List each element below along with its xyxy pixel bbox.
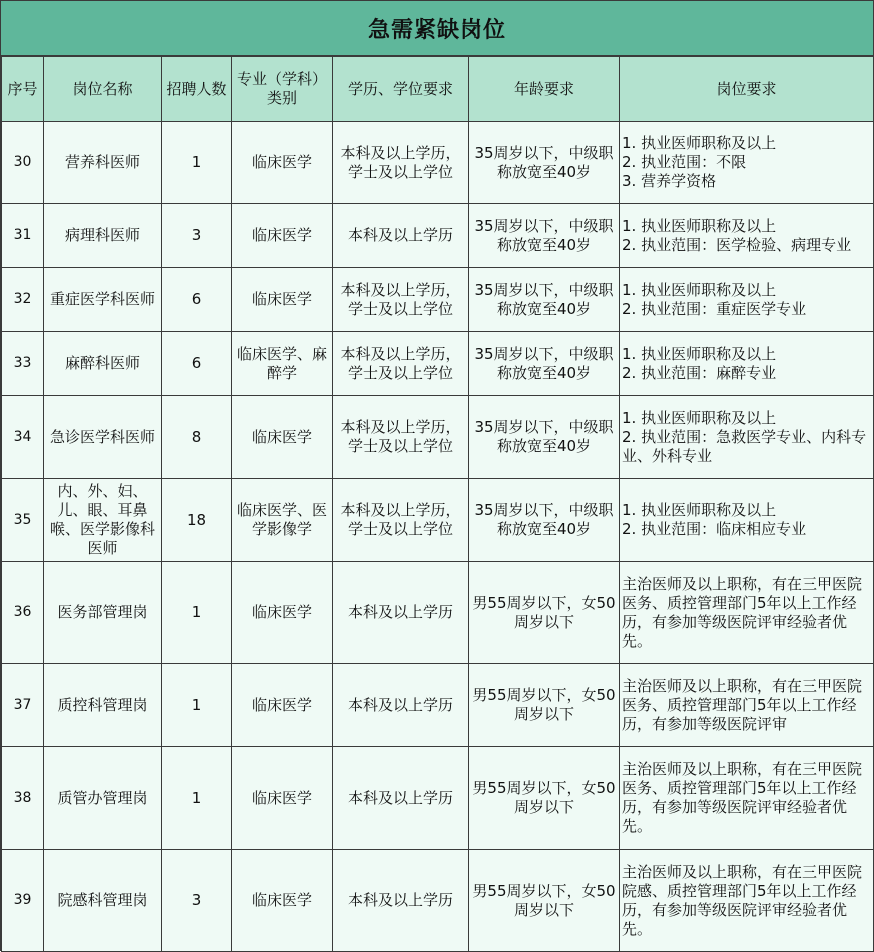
cell-education: 本科及以上学历 xyxy=(333,664,469,747)
positions-table xyxy=(1,56,874,952)
requirement-line: 1. 执业医师职称及以上 xyxy=(622,134,777,152)
cell-age: 35周岁以下，中级职称放宽至40岁 xyxy=(469,332,620,396)
cell-position: 急诊医学科医师 xyxy=(44,396,162,479)
cell-requirements xyxy=(620,479,874,562)
cell-education: 本科及以上学历，学士及以上学位 xyxy=(333,479,469,562)
cell-seq: 32 xyxy=(2,268,44,332)
cell-age: 男55周岁以下，女50周岁以下 xyxy=(469,562,620,664)
cell-seq: 30 xyxy=(2,122,44,204)
cell-major: 临床医学 xyxy=(232,664,333,747)
cell-position: 医务部管理岗 xyxy=(44,562,162,664)
cell-education: 本科及以上学历 xyxy=(333,747,469,850)
cell-major: 临床医学 xyxy=(232,204,333,268)
cell-requirements xyxy=(620,562,874,664)
requirement-line: 2. 执业范围：不限 xyxy=(622,153,747,171)
header-requirements: 岗位要求 xyxy=(620,57,874,122)
requirement-line: 3. 营养学资格 xyxy=(622,172,717,190)
cell-position: 病理科医师 xyxy=(44,204,162,268)
header-seq: 序号 xyxy=(2,57,44,122)
cell-age: 男55周岁以下，女50周岁以下 xyxy=(469,664,620,747)
cell-seq: 37 xyxy=(2,664,44,747)
table-row xyxy=(2,268,874,332)
table-row xyxy=(2,479,874,562)
header-position: 岗位名称 xyxy=(44,57,162,122)
cell-count: 18 xyxy=(162,479,232,562)
header-count: 招聘人数 xyxy=(162,57,232,122)
cell-age: 男55周岁以下，女50周岁以下 xyxy=(469,747,620,850)
cell-count: 1 xyxy=(162,562,232,664)
header-major: 专业（学科）类别 xyxy=(232,57,333,122)
requirement-line: 1. 执业医师职称及以上 xyxy=(622,408,777,427)
table-row xyxy=(2,122,874,204)
table-row xyxy=(2,747,874,850)
cell-count: 6 xyxy=(162,332,232,396)
cell-count: 6 xyxy=(162,268,232,332)
requirement-line: 主治医师及以上职称，有在三甲医院医务、质控管理部门5年以上工作经历，有参加等级医院评审经验者优先。 xyxy=(622,760,863,835)
header-age: 年龄要求 xyxy=(469,57,620,122)
requirement-line: 1. 执业医师职称及以上 xyxy=(622,280,777,299)
requirement-line: 2. 执业范围：临床相应专业 xyxy=(622,520,807,538)
cell-education: 本科及以上学历，学士及以上学位 xyxy=(333,332,469,396)
table-row xyxy=(2,850,874,952)
cell-position: 重症医学科医师 xyxy=(44,268,162,332)
cell-age: 35周岁以下，中级职称放宽至40岁 xyxy=(469,122,620,204)
cell-count: 1 xyxy=(162,122,232,204)
cell-major: 临床医学 xyxy=(232,268,333,332)
cell-count: 1 xyxy=(162,664,232,747)
header-education: 学历、学位要求 xyxy=(333,57,469,122)
cell-position: 内、外、妇、儿、眼、耳鼻喉、医学影像科医师 xyxy=(44,479,162,562)
cell-education: 本科及以上学历，学士及以上学位 xyxy=(333,268,469,332)
requirement-line: 主治医师及以上职称，有在三甲医院医务、质控管理部门5年以上工作经历，有参加等级医院评审经验者优先。 xyxy=(622,574,863,650)
cell-requirements xyxy=(620,122,874,204)
cell-education: 本科及以上学历 xyxy=(333,850,469,952)
cell-seq: 35 xyxy=(2,479,44,562)
table-row xyxy=(2,332,874,396)
cell-requirements xyxy=(620,850,874,952)
cell-position: 质管办管理岗 xyxy=(44,747,162,850)
header-row xyxy=(2,57,874,122)
cell-requirements xyxy=(620,664,874,747)
table-row xyxy=(2,396,874,479)
cell-age: 35周岁以下，中级职称放宽至40岁 xyxy=(469,396,620,479)
cell-age: 35周岁以下，中级职称放宽至40岁 xyxy=(469,268,620,332)
cell-position: 院感科管理岗 xyxy=(44,850,162,952)
cell-requirements xyxy=(620,268,874,332)
cell-major: 临床医学 xyxy=(232,747,333,850)
cell-seq: 38 xyxy=(2,747,44,850)
cell-major: 临床医学 xyxy=(232,562,333,664)
cell-seq: 34 xyxy=(2,396,44,479)
cell-requirements xyxy=(620,747,874,850)
requirement-line: 1. 执业医师职称及以上 xyxy=(622,216,777,235)
cell-education: 本科及以上学历，学士及以上学位 xyxy=(333,122,469,204)
cell-age: 35周岁以下，中级职称放宽至40岁 xyxy=(469,204,620,268)
requirement-line: 2. 执业范围：重症医学专业 xyxy=(622,299,807,318)
cell-major: 临床医学、医学影像学 xyxy=(232,479,333,562)
table-title: 急需紧缺岗位 xyxy=(1,0,873,56)
requirement-line: 2. 执业范围：急救医学专业、内科专业、外科专业 xyxy=(622,427,867,465)
cell-seq: 33 xyxy=(2,332,44,396)
cell-requirements xyxy=(620,332,874,396)
cell-count: 1 xyxy=(162,747,232,850)
cell-position: 质控科管理岗 xyxy=(44,664,162,747)
cell-age: 男55周岁以下，女50周岁以下 xyxy=(469,850,620,952)
cell-seq: 39 xyxy=(2,850,44,952)
cell-requirements xyxy=(620,204,874,268)
cell-count: 8 xyxy=(162,396,232,479)
cell-major: 临床医学、麻醉学 xyxy=(232,332,333,396)
cell-seq: 36 xyxy=(2,562,44,664)
requirement-line: 2. 执业范围：麻醉专业 xyxy=(622,363,777,382)
cell-age: 35周岁以下，中级职称放宽至40岁 xyxy=(469,479,620,562)
requirement-line: 主治医师及以上职称，有在三甲医院院感、质控管理部门5年以上工作经历，有参加等级医院评审经验者优先。 xyxy=(622,862,863,938)
table-body xyxy=(2,122,874,952)
cell-education: 本科及以上学历 xyxy=(333,204,469,268)
table-row xyxy=(2,664,874,747)
requirement-line: 1. 执业医师职称及以上 xyxy=(622,501,777,519)
requirement-line: 1. 执业医师职称及以上 xyxy=(622,344,777,363)
cell-position: 营养科医师 xyxy=(44,122,162,204)
cell-count: 3 xyxy=(162,850,232,952)
cell-requirements xyxy=(620,396,874,479)
cell-major: 临床医学 xyxy=(232,396,333,479)
cell-position: 麻醉科医师 xyxy=(44,332,162,396)
cell-major: 临床医学 xyxy=(232,122,333,204)
cell-major: 临床医学 xyxy=(232,850,333,952)
table-row xyxy=(2,204,874,268)
cell-count: 3 xyxy=(162,204,232,268)
cell-education: 本科及以上学历 xyxy=(333,562,469,664)
cell-seq: 31 xyxy=(2,204,44,268)
table-row xyxy=(2,562,874,664)
requirement-line: 主治医师及以上职称，有在三甲医院医务、质控管理部门5年以上工作经历，有参加等级医院评审 xyxy=(622,676,863,733)
requirement-line: 2. 执业范围：医学检验、病理专业 xyxy=(622,235,852,254)
cell-education: 本科及以上学历，学士及以上学位 xyxy=(333,396,469,479)
